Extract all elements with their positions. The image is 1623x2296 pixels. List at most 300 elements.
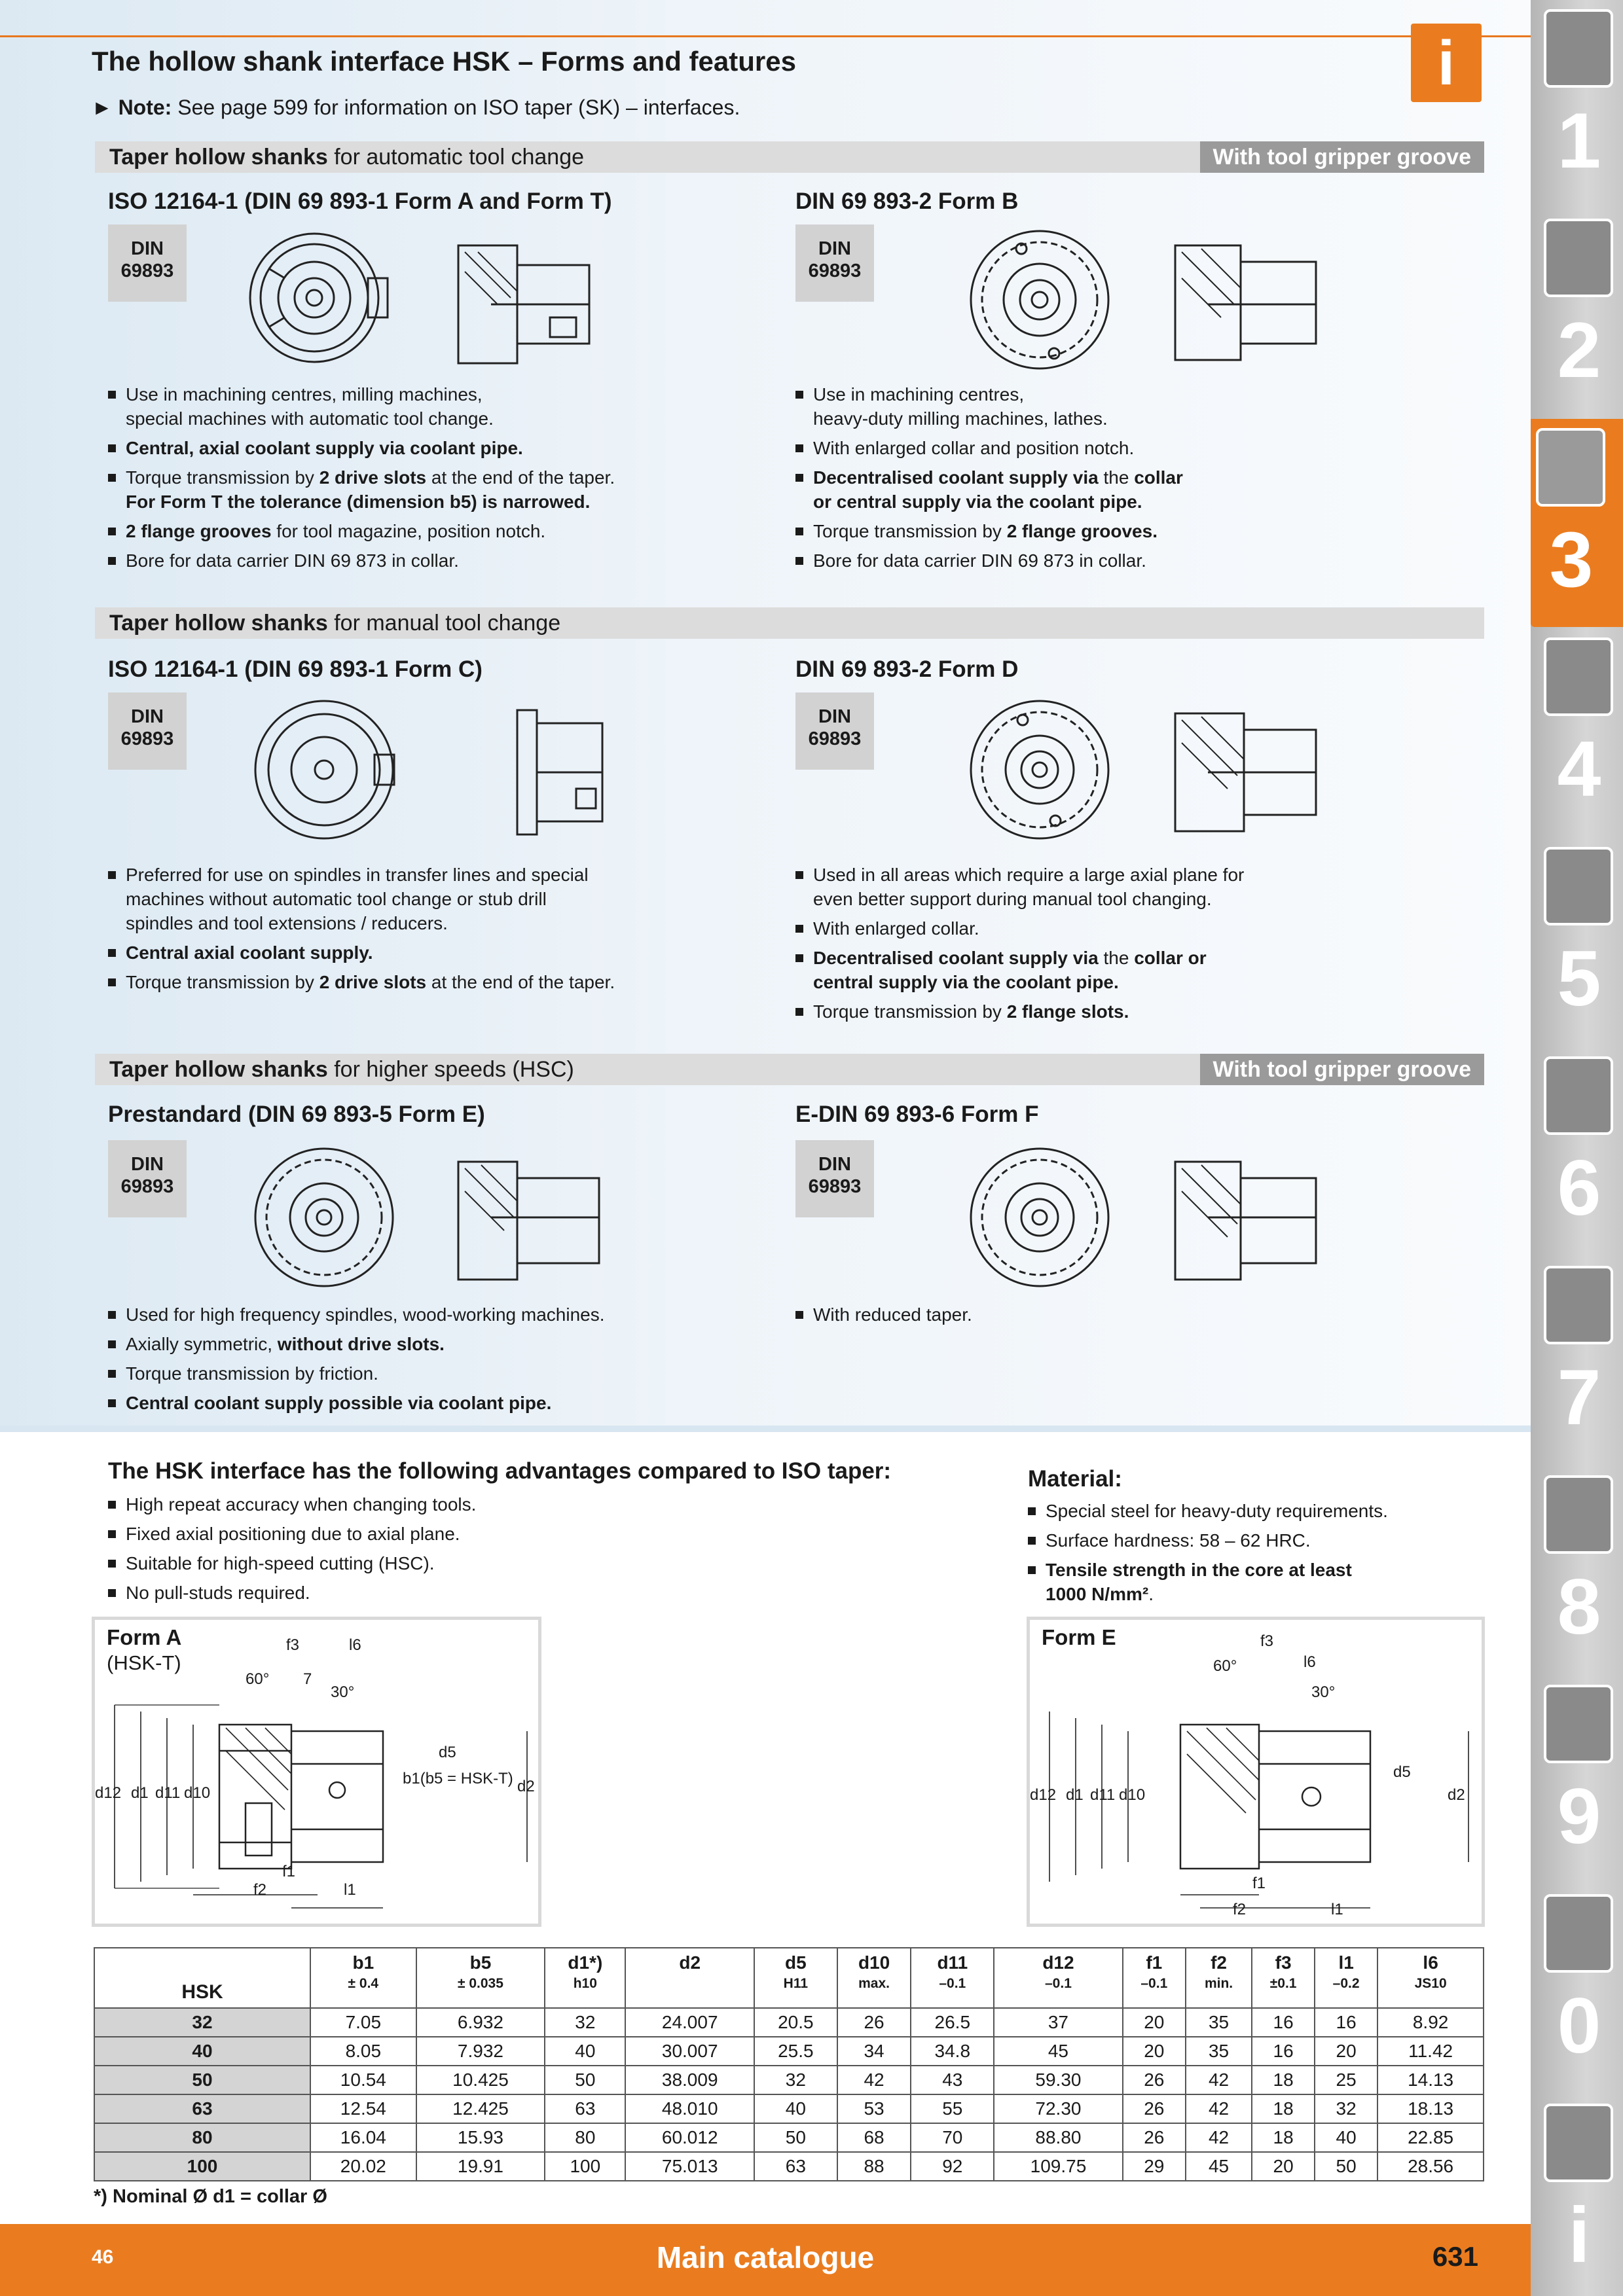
gripper-groove-badge: With tool gripper groove (1200, 1054, 1484, 1085)
hsk-size-cell: 32 (94, 2008, 310, 2037)
dim-label-d12: d12 (1030, 1786, 1057, 1804)
dim-label-7: 7 (303, 1670, 312, 1688)
chapter-number: 2 (1557, 306, 1601, 394)
list-text: Special steel for heavy-duty requirements. (1046, 1501, 1388, 1521)
list-text: Torque transmission by (813, 521, 1007, 541)
list-text: 2 drive slots (319, 467, 427, 488)
dim-label-f2: f2 (253, 1881, 267, 1899)
column-header: l6 JS10 (1377, 1948, 1484, 2008)
chapter-tab-8[interactable] (1539, 1466, 1620, 1674)
table-cell: 88.80 (994, 2123, 1123, 2152)
chapter-tab-3[interactable] (1531, 419, 1623, 627)
list-text: Central, axial coolant supply via coolant pipe. (126, 438, 523, 458)
list-item (108, 970, 769, 994)
table-cell: 50 (754, 2123, 837, 2152)
table-cell: 20.5 (754, 2008, 837, 2037)
hsk-form-c-front-view (249, 692, 406, 850)
table-cell: 22.85 (1377, 2123, 1484, 2152)
hsk-dimensions-table (94, 1947, 1484, 2181)
list-item (795, 946, 1457, 994)
list-item: Fixed axial positioning due to axial plane. (108, 1522, 959, 1546)
list-text: heavy-duty milling machines, lathes. (813, 408, 1108, 429)
list-text: at the end of the taper. (426, 467, 615, 488)
list-item (795, 999, 1457, 1024)
list-text: Bore for data carrier DIN 69 873 in collar. (126, 550, 459, 571)
section-band-hsc (95, 1054, 1484, 1085)
band-rest: for higher speeds (HSC) (327, 1057, 574, 1082)
table-cell: 18 (1252, 2123, 1315, 2152)
list-text: Decentralised coolant supply via (813, 467, 1099, 488)
dim-label-l6: l6 (1304, 1653, 1316, 1671)
angle-label-30: 30° (331, 1683, 355, 1701)
column-header: l1 –0.2 (1315, 1948, 1377, 2008)
list-text: Torque transmission by friction. (126, 1363, 378, 1384)
dim-label-f1: f1 (282, 1863, 296, 1880)
table-cell: 12.425 (416, 2094, 545, 2123)
table-footnote: *) Nominal Ø d1 = collar Ø (94, 2186, 327, 2207)
table-cell: 6.932 (416, 2008, 545, 2037)
list-item (108, 1361, 769, 1386)
table-cell: 26 (1123, 2094, 1186, 2123)
list-item (108, 863, 769, 935)
hsk-form-b-front-view (962, 223, 1120, 380)
list-text: 2 flange slots. (1006, 1001, 1129, 1022)
chapter-tab-2[interactable] (1539, 209, 1620, 418)
chapter-tab-6[interactable] (1539, 1047, 1620, 1255)
table-cell: 26.5 (911, 2008, 994, 2037)
hsk-form-b-side-view (1169, 232, 1326, 373)
table-cell: 19.91 (416, 2152, 545, 2181)
list-item (795, 382, 1457, 431)
hsk-size-cell: 63 (94, 2094, 310, 2123)
list-text: Used in all areas which require a large axial plane for (813, 865, 1245, 885)
band-bold: Taper hollow shanks (109, 611, 328, 636)
dim-label-d5: d5 (439, 1744, 456, 1761)
list-item (795, 863, 1457, 911)
table-cell: 43 (911, 2066, 994, 2094)
dim-label-d11: d11 (1090, 1786, 1116, 1804)
hsk-size-cell: 50 (94, 2066, 310, 2094)
table-cell: 75.013 (625, 2152, 754, 2181)
list-text: or central supply via the coolant pipe. (813, 492, 1142, 512)
table-cell: 63 (545, 2094, 625, 2123)
table-row (94, 2008, 1484, 2037)
band-bold: Taper hollow shanks (109, 145, 328, 170)
hammer-pliers-icon (1544, 1266, 1613, 1344)
table-cell: 29 (1123, 2152, 1186, 2181)
list-text: Torque transmission by (813, 1001, 1007, 1022)
form-title: ISO 12164-1 (DIN 69 893-1 Form C) (108, 656, 483, 682)
din-badge: DIN 69893 (795, 692, 874, 770)
chapter-tab-5[interactable] (1539, 838, 1620, 1046)
table-cell: 45 (994, 2037, 1123, 2066)
list-item (108, 382, 769, 431)
table-cell: 28.56 (1377, 2152, 1484, 2181)
material-title: Material: (1028, 1466, 1122, 1492)
dim-label-d10: d10 (1119, 1786, 1146, 1804)
table-cell: 18 (1252, 2094, 1315, 2123)
list-item (795, 436, 1457, 460)
column-header: HSK (94, 1948, 310, 2008)
table-cell: 16 (1252, 2037, 1315, 2066)
table-cell: 16 (1252, 2008, 1315, 2037)
dim-label-b1: b1(b5 = HSK-T) (403, 1770, 513, 1787)
table-cell: 42 (1186, 2094, 1252, 2123)
chapter-number: 9 (1557, 1772, 1601, 1860)
list-text: Torque transmission by (126, 972, 319, 992)
column-header: d2 (625, 1948, 754, 2008)
table-cell: 100 (545, 2152, 625, 2181)
list-item (108, 548, 769, 573)
dim-label-d1: d1 (1066, 1786, 1084, 1804)
chapter-tab-bar (1531, 0, 1623, 2296)
table-cell: 12.54 (310, 2094, 416, 2123)
list-item (1028, 1499, 1473, 1523)
table-cell: 40 (754, 2094, 837, 2123)
list-text: Used for high frequency spindles, wood-working machines. (126, 1304, 605, 1325)
list-item (108, 1332, 769, 1356)
table-cell: 20 (1123, 2037, 1186, 2066)
dim-label-l6: l6 (349, 1636, 361, 1654)
table-header-row (94, 1948, 1484, 2008)
table-row (94, 2152, 1484, 2181)
table-cell: 26 (837, 2008, 911, 2037)
list-text: Surface hardness: 58 – 62 HRC. (1046, 1530, 1311, 1551)
hsk-form-e-front-view (249, 1140, 406, 1297)
drill-icon (1544, 9, 1613, 88)
table-cell: 92 (911, 2152, 994, 2181)
form-title: DIN 69 893-2 Form B (795, 188, 1019, 214)
list-text: Central coolant supply possible via coolant pipe. (126, 1393, 552, 1413)
band-bold: Taper hollow shanks (109, 1057, 328, 1082)
list-text: Axially symmetric, (126, 1334, 278, 1354)
chapter-number: 1 (1557, 97, 1601, 185)
table-cell: 8.92 (1377, 2008, 1484, 2037)
list-text: spindles and tool extensions / reducers. (126, 913, 448, 933)
table-cell: 11.42 (1377, 2037, 1484, 2066)
list-item (108, 519, 769, 543)
list-text: special machines with automatic tool change. (126, 408, 494, 429)
workbench-icon (1544, 1475, 1613, 1554)
chapter-number: 7 (1557, 1354, 1601, 1441)
hsk-form-c-side-view (511, 704, 615, 841)
table-cell: 35 (1186, 2008, 1252, 2037)
column-header: b5 ± 0.035 (416, 1948, 545, 2008)
form-a-drawing (92, 1617, 541, 1927)
table-cell: 109.75 (994, 2152, 1123, 2181)
table-cell: 40 (1315, 2123, 1377, 2152)
list-text: Torque transmission by (126, 467, 319, 488)
table-cell: 40 (545, 2037, 625, 2066)
form-e-title: Form E (1042, 1625, 1116, 1649)
column-header: d12 –0.1 (994, 1948, 1123, 2008)
din-badge: DIN 69893 (108, 692, 187, 770)
list-text: even better support during manual tool changing. (813, 889, 1212, 909)
list-text: Bore for data carrier DIN 69 873 in collar. (813, 550, 1146, 571)
gripper-groove-badge: With tool gripper groove (1200, 141, 1484, 173)
list-text: the (1098, 948, 1135, 968)
table-cell: 18 (1252, 2066, 1315, 2094)
list-text: collar (1134, 467, 1183, 488)
table-cell: 24.007 (625, 2008, 754, 2037)
form-title: ISO 12164-1 (DIN 69 893-1 Form A and Form T) (108, 188, 612, 214)
table-cell: 15.93 (416, 2123, 545, 2152)
table-cell: 14.13 (1377, 2066, 1484, 2094)
chapter-tab-i[interactable] (1539, 2094, 1620, 2296)
list-text: With reduced taper. (813, 1304, 972, 1325)
column-header: d11 –0.1 (911, 1948, 994, 2008)
note (92, 96, 740, 120)
list-text: Use in machining centres, (813, 384, 1025, 404)
table-cell: 37 (994, 2008, 1123, 2037)
table-cell: 48.010 (625, 2094, 754, 2123)
saw-blade-icon (1544, 847, 1613, 925)
dim-label-d11: d11 (155, 1784, 181, 1802)
table-cell: 72.30 (994, 2094, 1123, 2123)
list-item: Suitable for high-speed cutting (HSC). (108, 1551, 959, 1575)
list-text: Preferred for use on spindles in transfer lines and special (126, 865, 589, 885)
dim-label-l1: l1 (1331, 1901, 1343, 1918)
list-item (795, 916, 1457, 941)
table-cell: 30.007 (625, 2037, 754, 2066)
list-text: For Form T the tolerance (dimension b5) is narrowed. (126, 492, 591, 512)
table-cell: 20 (1252, 2152, 1315, 2181)
table-cell: 88 (837, 2152, 911, 2181)
chapter-tab-9[interactable] (1539, 1676, 1620, 1884)
feature-list (795, 1302, 1457, 1332)
table-cell: 20 (1123, 2008, 1186, 2037)
table-cell: 59.30 (994, 2066, 1123, 2094)
feature-list (795, 382, 1457, 578)
list-item: High repeat accuracy when changing tools. (108, 1492, 959, 1516)
list-item (108, 465, 769, 514)
chapter-tab-7[interactable] (1539, 1257, 1620, 1465)
table-cell: 60.012 (625, 2123, 754, 2152)
table-body (94, 2008, 1484, 2181)
dim-label-d12: d12 (95, 1784, 122, 1802)
dim-label-f3: f3 (286, 1636, 300, 1654)
list-item (795, 1302, 1457, 1327)
column-header: f2 min. (1186, 1948, 1252, 2008)
list-text: collar or (1134, 948, 1207, 968)
table-cell: 10.54 (310, 2066, 416, 2094)
table-cell: 50 (1315, 2152, 1377, 2181)
feature-list (108, 863, 769, 999)
table-cell: 25.5 (754, 2037, 837, 2066)
section-band-automatic (95, 141, 1484, 173)
table-cell: 42 (837, 2066, 911, 2094)
insert-icon (1544, 219, 1613, 297)
hsk-form-e-side-view (452, 1152, 609, 1289)
list-text: With enlarged collar and position notch. (813, 438, 1135, 458)
table-cell: 26 (1123, 2066, 1186, 2094)
list-item (1028, 1528, 1473, 1552)
table-cell: 53 (837, 2094, 911, 2123)
chapter-number: 6 (1557, 1144, 1601, 1232)
list-item (108, 1302, 769, 1327)
table-cell: 8.05 (310, 2037, 416, 2066)
table-row (94, 2123, 1484, 2152)
table-cell: 34 (837, 2037, 911, 2066)
table-cell: 42 (1186, 2123, 1252, 2152)
chapter-tab-4[interactable] (1539, 628, 1620, 836)
material-list (1028, 1499, 1473, 1611)
table-cell: 26 (1123, 2123, 1186, 2152)
din-badge: DIN 69893 (795, 224, 874, 302)
section-band-manual (95, 607, 1484, 639)
feature-list (108, 382, 769, 578)
list-item (795, 519, 1457, 543)
list-item (795, 548, 1457, 573)
chapter-number: 3 (1549, 516, 1594, 603)
hsk-form-d-front-view (962, 692, 1120, 850)
list-text: 2 flange grooves (126, 521, 272, 541)
form-e-drawing (1027, 1617, 1485, 1927)
dim-label-d5: d5 (1393, 1763, 1411, 1781)
footer-title: Main catalogue (656, 2240, 875, 2274)
column-header: f1 –0.1 (1123, 1948, 1186, 2008)
hsk-size-cell: 40 (94, 2037, 310, 2066)
dim-label-d2: d2 (1448, 1786, 1465, 1804)
cabinet-icon (1544, 1685, 1613, 1763)
note-prefix: ► Note: (92, 96, 172, 119)
list-item (108, 1391, 769, 1415)
column-header: d1*) h10 (545, 1948, 625, 2008)
table-cell: 38.009 (625, 2066, 754, 2094)
hsk-form-a-front-view (249, 223, 419, 380)
list-text: . (1148, 1584, 1154, 1604)
band-rest: for manual tool change (327, 611, 561, 636)
list-text: the (1098, 467, 1135, 488)
table-cell: 32 (754, 2066, 837, 2094)
dim-label-f2: f2 (1233, 1901, 1247, 1918)
chapter-number: 5 (1557, 935, 1601, 1022)
form-e-section-svg (1030, 1620, 1482, 1924)
form-title: Prestandard (DIN 69 893-5 Form E) (108, 1102, 485, 1127)
form-a-subtitle: (HSK-T) (107, 1651, 181, 1674)
table-cell: 45 (1186, 2152, 1252, 2181)
table-cell: 16 (1315, 2008, 1377, 2037)
list-text: 2 flange grooves. (1006, 521, 1158, 541)
table-row (94, 2037, 1484, 2066)
list-text: Decentralised coolant supply via (813, 948, 1099, 968)
column-header: d10 max. (837, 1948, 911, 2008)
form-a-section-svg (95, 1620, 538, 1924)
advantages-list (108, 1492, 959, 1610)
column-header: b1 ± 0.4 (310, 1948, 416, 2008)
table-cell: 55 (911, 2094, 994, 2123)
footer-page-number: 631 (1432, 2241, 1478, 2272)
caliper-icon (1544, 637, 1613, 716)
din-badge: DIN 69893 (795, 1140, 874, 1217)
info-icon (1544, 2104, 1613, 2182)
table-cell: 50 (545, 2066, 625, 2094)
table-cell: 20 (1315, 2037, 1377, 2066)
table-cell: 32 (1315, 2094, 1377, 2123)
list-text: without drive slots. (277, 1334, 445, 1354)
chapter-number: 8 (1557, 1563, 1601, 1651)
hsk-size-cell: 80 (94, 2123, 310, 2152)
dim-label-d2: d2 (517, 1778, 535, 1795)
table-cell: 35 (1186, 2037, 1252, 2066)
table-row (94, 2094, 1484, 2123)
list-text: 2 drive slots (319, 972, 427, 992)
angle-label-60: 60° (246, 1670, 270, 1688)
din-badge: DIN 69893 (108, 224, 187, 302)
table-cell: 7.05 (310, 2008, 416, 2037)
table-cell: 70 (911, 2123, 994, 2152)
list-text: machines without automatic tool change or stub drill (126, 889, 547, 909)
table-cell: 80 (545, 2123, 625, 2152)
table-cell: 32 (545, 2008, 625, 2037)
dim-label-d10: d10 (184, 1784, 211, 1802)
table-cell: 10.425 (416, 2066, 545, 2094)
table-cell: 7.932 (416, 2037, 545, 2066)
table-cell: 34.8 (911, 2037, 994, 2066)
hsk-size-cell: 100 (94, 2152, 310, 2181)
table-cell: 25 (1315, 2066, 1377, 2094)
list-text: 1000 N/mm² (1046, 1584, 1149, 1604)
dim-label-f3: f3 (1260, 1632, 1274, 1650)
feature-list (108, 1302, 769, 1420)
list-text: central supply via the coolant pipe. (813, 972, 1119, 992)
dim-label-l1: l1 (344, 1881, 356, 1899)
page-title: The hollow shank interface HSK – Forms and features (92, 46, 796, 77)
list-item (795, 465, 1457, 514)
list-item (1028, 1558, 1473, 1606)
header-line (0, 35, 1531, 37)
chapter-number: i (1568, 2191, 1590, 2279)
list-text: Use in machining centres, milling machines, (126, 384, 483, 404)
table-cell: 68 (837, 2123, 911, 2152)
list-text: for tool magazine, position notch. (271, 521, 546, 541)
table-cell: 18.13 (1377, 2094, 1484, 2123)
list-item (108, 941, 769, 965)
advantages-title: The HSK interface has the following advantages compared to ISO taper: (108, 1458, 892, 1484)
hsk-form-f-side-view (1169, 1152, 1326, 1289)
chapter-tab-1[interactable] (1539, 0, 1620, 208)
angle-label-60: 60° (1213, 1657, 1237, 1675)
chapter-number: 0 (1557, 1982, 1601, 2070)
list-item (108, 436, 769, 460)
footer (0, 2224, 1531, 2296)
list-text: at the end of the taper. (426, 972, 615, 992)
list-text: Tensile strength in the core at least (1046, 1560, 1352, 1580)
form-title: E-DIN 69 893-6 Form F (795, 1102, 1039, 1127)
table-row (94, 2066, 1484, 2094)
chapter-number: 4 (1557, 725, 1601, 813)
chapter-tab-0[interactable] (1539, 1885, 1620, 2093)
safety-goggles-icon (1544, 1894, 1613, 1973)
dim-label-f1: f1 (1252, 1874, 1266, 1892)
form-title: DIN 69 893-2 Form D (795, 656, 1019, 682)
column-header: d5 H11 (754, 1948, 837, 2008)
wrench-icon (1544, 1056, 1613, 1135)
band-rest: for automatic tool change (327, 145, 585, 170)
list-text: With enlarged collar. (813, 918, 979, 939)
hsk-form-d-side-view (1169, 704, 1326, 841)
list-text: Central axial coolant supply. (126, 942, 373, 963)
hsk-form-a-side-view (452, 232, 609, 373)
footer-page-left: 46 (92, 2246, 114, 2268)
table-cell: 16.04 (310, 2123, 416, 2152)
dim-label-d1: d1 (131, 1784, 149, 1802)
table-cell: 63 (754, 2152, 837, 2181)
list-item: No pull-studs required. (108, 1581, 959, 1605)
angle-label-30: 30° (1311, 1683, 1336, 1701)
feature-list (795, 863, 1457, 1029)
table-cell: 42 (1186, 2066, 1252, 2094)
